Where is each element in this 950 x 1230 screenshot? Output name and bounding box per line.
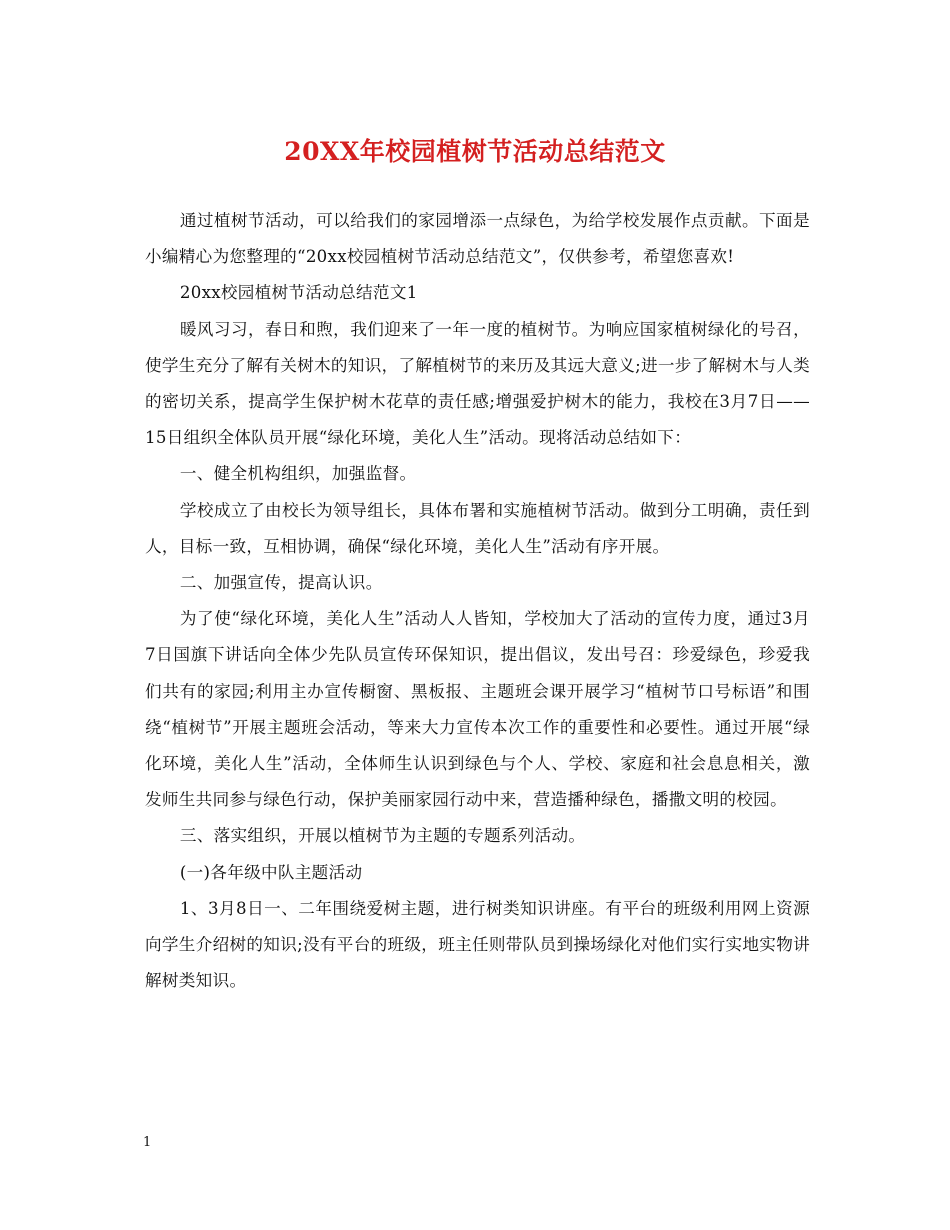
paragraph-item-1: 1、3月8日一、二年围绕爱树主题，进行树类知识讲座。有平台的班级利用网上资源向学生介绍树的知识;没有平台的班级，班主任则带队员到操场绿化对他们实行实地实物讲解树类知识。 [145,898,810,991]
document-body [145,203,810,999]
section-heading-1: 一、健全机构组织，加强监督。 [179,464,417,484]
paragraph-subtitle: 20xx校园植树节活动总结范文1 [179,283,418,303]
paragraph-opening: 暖风习习，春日和煦，我们迎来了一年一度的植树节。为响应国家植树绿化的号召，使学生充分了解有关树木的知识，了解植树节的来历及其远大意义;进一步了解树木与人类的密切关系，提高学生保护树木花草的责任感;增强爱护树木的能力，我校在3月7日——15日组织全体队员开展“绿化环境，美化人生”活动。现将活动总结如下： [145,319,810,448]
section-heading-3: 三、落实组织，开展以植树节为主题的专题系列活动。 [179,826,586,846]
paragraph-section-2: 为了使“绿化环境，美化人生”活动人人皆知，学校加大了活动的宣传力度，通过3月7日国旗下讲话向全体少先队员宣传环保知识，提出倡议，发出号召：珍爱绿色，珍爱我们共有的家园;利用主办宣传橱窗、黑板报、主题班会课开展学习“植树节口号标语”和围绕“植树节”开展主题班会活动，等来大力宣传本次工作的重要性和必要性。通过开展“绿化环境，美化人生”活动，全体师生认识到绿色与个人、学校、家庭和社会息息相关，激发师生共同参与绿色行动，保护美丽家园行动中来，营造播种绿色，播撒文明的校园。 [145,609,810,810]
document-title: 20XX年校园植树节活动总结范文 [284,137,666,166]
page-number: 1 [143,1135,152,1150]
section-heading-2: 二、加强宣传，提高认识。 [179,573,383,593]
paragraph-intro: 通过植树节活动，可以给我们的家园增添一点绿色，为给学校发展作点贡献。下面是小编精心为您整理的“20xx校园植树节活动总结范文”，仅供参考，希望您喜欢! [145,211,810,267]
subsection-heading-1: (一)各年级中队主题活动 [179,862,363,882]
paragraph-section-1: 学校成立了由校长为领导组长，具体布署和实施植树节活动。做到分工明确，责任到人，目标一致，互相协调，确保“绿化环境，美化人生”活动有序开展。 [145,500,810,556]
